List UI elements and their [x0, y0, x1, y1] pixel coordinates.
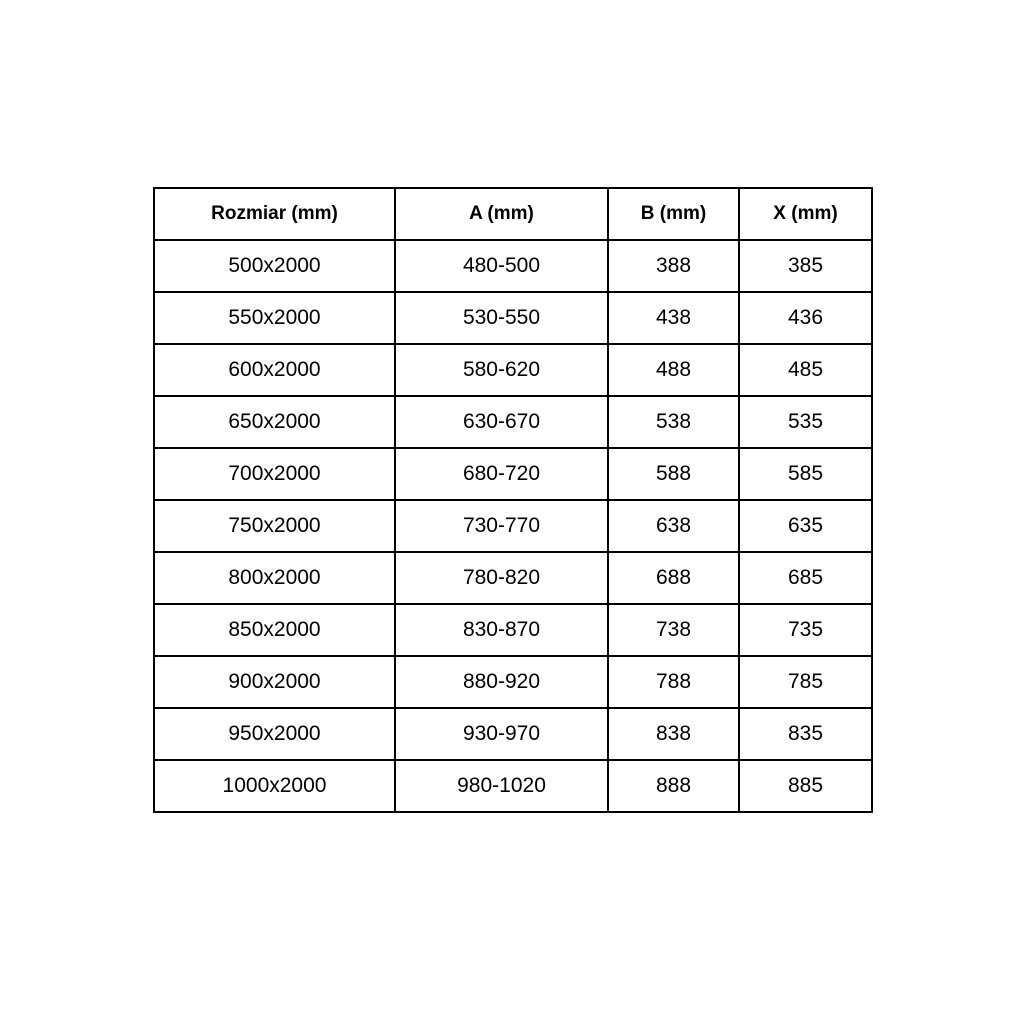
table-cell: 800x2000 — [154, 552, 395, 604]
table-cell: 388 — [608, 240, 739, 292]
table-cell: 838 — [608, 708, 739, 760]
table-cell: 550x2000 — [154, 292, 395, 344]
table-cell: 830-870 — [395, 604, 608, 656]
table-row — [154, 448, 872, 500]
table-row — [154, 604, 872, 656]
table-cell: 535 — [739, 396, 872, 448]
table-cell: 600x2000 — [154, 344, 395, 396]
table-cell: 488 — [608, 344, 739, 396]
table-header — [154, 188, 872, 240]
table-cell: 485 — [739, 344, 872, 396]
table-cell: 700x2000 — [154, 448, 395, 500]
table-row — [154, 240, 872, 292]
table-cell: 930-970 — [395, 708, 608, 760]
table-cell: 436 — [739, 292, 872, 344]
table-cell: 385 — [739, 240, 872, 292]
table-row — [154, 656, 872, 708]
table-row — [154, 292, 872, 344]
table-cell: 788 — [608, 656, 739, 708]
table-row — [154, 708, 872, 760]
table-cell: 785 — [739, 656, 872, 708]
table-cell: 950x2000 — [154, 708, 395, 760]
table-cell: 780-820 — [395, 552, 608, 604]
table-cell: 738 — [608, 604, 739, 656]
table-cell: 980-1020 — [395, 760, 608, 812]
table-cell: 638 — [608, 500, 739, 552]
table-cell: 635 — [739, 500, 872, 552]
column-header: Rozmiar (mm) — [154, 188, 395, 240]
table-cell: 835 — [739, 708, 872, 760]
table-cell: 530-550 — [395, 292, 608, 344]
table-cell: 438 — [608, 292, 739, 344]
table-cell: 500x2000 — [154, 240, 395, 292]
table-body — [154, 240, 872, 812]
table-cell: 588 — [608, 448, 739, 500]
table-row — [154, 552, 872, 604]
table-cell: 888 — [608, 760, 739, 812]
table-cell: 580-620 — [395, 344, 608, 396]
table-cell: 900x2000 — [154, 656, 395, 708]
table-cell: 680-720 — [395, 448, 608, 500]
table-row — [154, 396, 872, 448]
table-cell: 585 — [739, 448, 872, 500]
table-cell: 730-770 — [395, 500, 608, 552]
table-row — [154, 500, 872, 552]
table-cell: 850x2000 — [154, 604, 395, 656]
table-cell: 880-920 — [395, 656, 608, 708]
table-row — [154, 344, 872, 396]
table-cell: 650x2000 — [154, 396, 395, 448]
table-cell: 750x2000 — [154, 500, 395, 552]
column-header: X (mm) — [739, 188, 872, 240]
table-cell: 735 — [739, 604, 872, 656]
column-header: B (mm) — [608, 188, 739, 240]
table-cell: 630-670 — [395, 396, 608, 448]
table-header-row — [154, 188, 872, 240]
table-cell: 688 — [608, 552, 739, 604]
table-cell: 1000x2000 — [154, 760, 395, 812]
size-dimension-table — [153, 187, 873, 813]
column-header: A (mm) — [395, 188, 608, 240]
table-cell: 538 — [608, 396, 739, 448]
table-row — [154, 760, 872, 812]
table-cell: 685 — [739, 552, 872, 604]
table-cell: 885 — [739, 760, 872, 812]
table-cell: 480-500 — [395, 240, 608, 292]
